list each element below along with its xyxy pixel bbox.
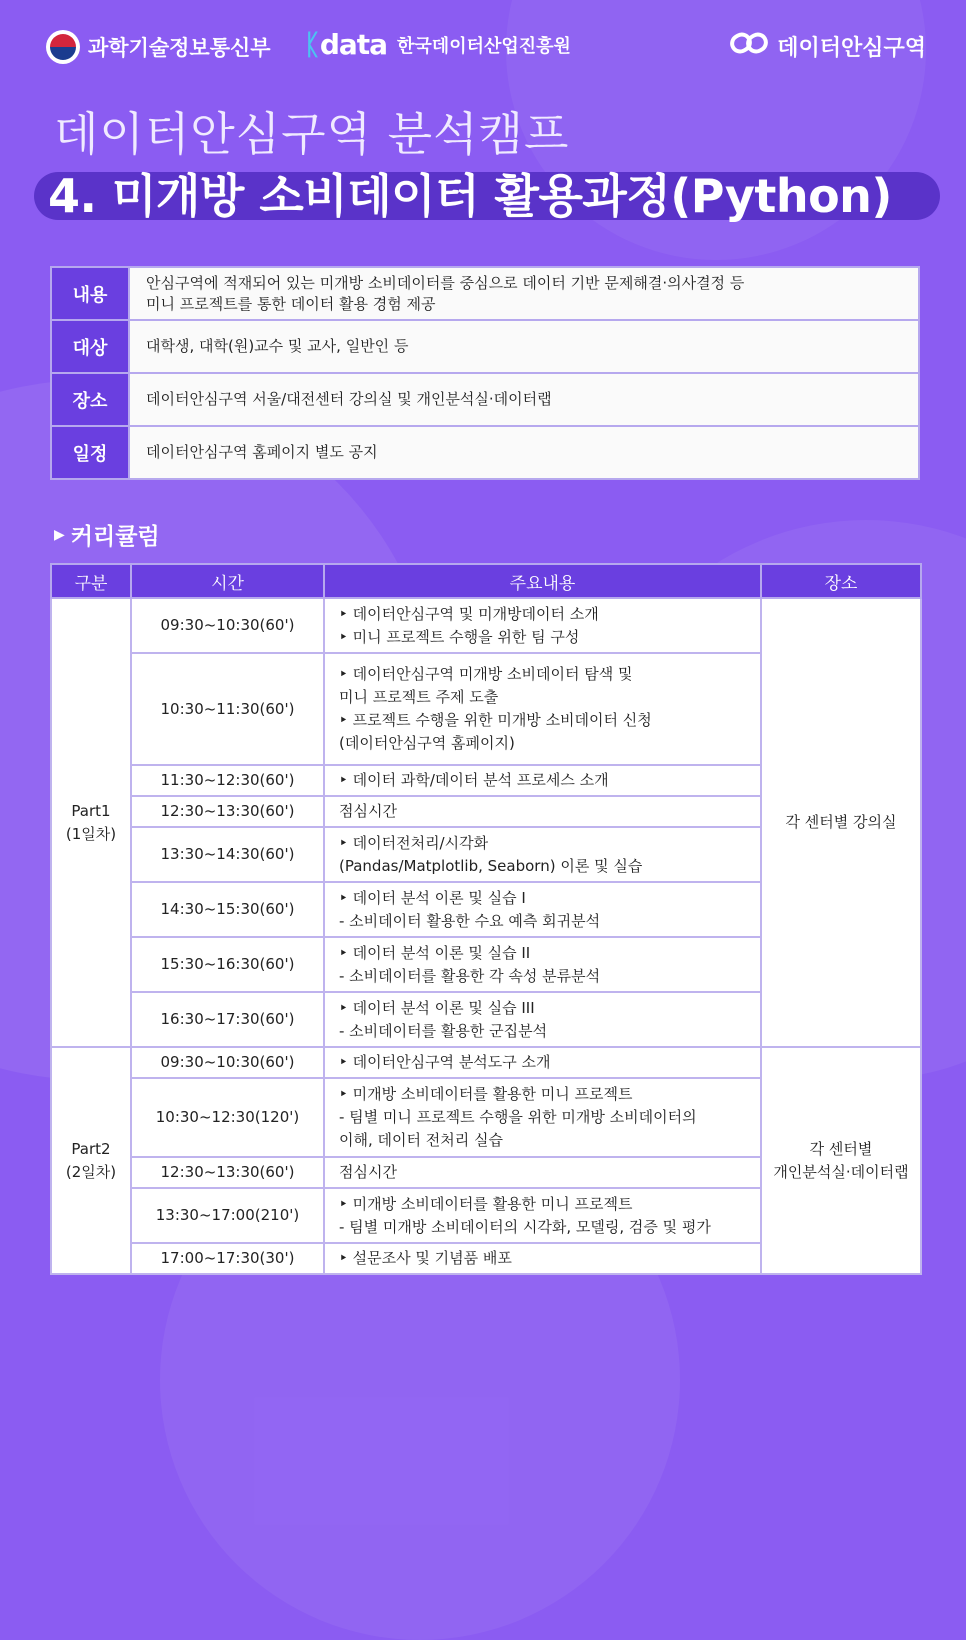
content-cell xyxy=(324,827,761,882)
text-line: ‣ 데이터 과학/데이터 분석 프로세스 소개 xyxy=(339,771,609,789)
time-cell: 11:30~12:30(60') xyxy=(131,765,324,796)
time-cell: 16:30~17:30(60') xyxy=(131,992,324,1047)
text-line: ‣ 데이터안심구역 미개방 소비데이터 탐색 및 xyxy=(339,665,633,683)
content-cell xyxy=(324,1243,761,1274)
text-line: 대학생, 대학(원)교수 및 교사, 일반인 등 xyxy=(146,337,409,355)
column-header: 구분 xyxy=(51,564,131,598)
table-header-row xyxy=(51,564,921,598)
text-line: - 팀별 미개방 소비데이터의 시각화, 모델링, 검증 및 평가 xyxy=(339,1217,711,1236)
part-label xyxy=(51,1047,131,1274)
column-header: 시간 xyxy=(131,564,324,598)
content-cell xyxy=(324,598,761,653)
text-line: (Pandas/Matplotlib, Seaborn) 이론 및 실습 xyxy=(339,856,643,875)
text-line: Part2 xyxy=(71,1139,111,1158)
content-cell xyxy=(324,937,761,992)
text-line: - 소비데이터 활용한 수요 예측 회귀분석 xyxy=(339,911,601,930)
time-cell: 09:30~10:30(60') xyxy=(131,598,324,653)
curriculum-table xyxy=(50,563,922,1275)
content-cell xyxy=(324,1047,761,1078)
kdata-logo xyxy=(304,28,571,61)
kdata-mark: ᛕdata xyxy=(304,28,388,61)
content-cell xyxy=(324,653,761,765)
triangle-right-icon: ▶ xyxy=(54,526,65,543)
text-line: (1일차) xyxy=(65,824,117,843)
text-line: 개인분석실·데이터랩 xyxy=(773,1162,909,1181)
info-row xyxy=(51,426,919,479)
column-header: 장소 xyxy=(761,564,921,598)
kdata-name: 한국데이터산업진흥원 xyxy=(397,35,571,57)
section-title: 커리큘럼 xyxy=(70,524,160,550)
info-value xyxy=(129,267,919,320)
page-subtitle: 4. 미개방 소비데이터 활용과정(Python) xyxy=(48,169,892,223)
time-cell: 09:30~10:30(60') xyxy=(131,1047,324,1078)
info-label: 대상 xyxy=(51,320,129,373)
content-cell xyxy=(324,1078,761,1157)
text-line: 안심구역에 적재되어 있는 미개방 소비데이터를 중심으로 데이터 기반 문제해결·의사결정 등 xyxy=(146,273,745,292)
text-line: ‣ 미개방 소비데이터를 활용한 미니 프로젝트 xyxy=(339,1194,633,1213)
text-line: ‣ 데이터 분석 이론 및 실습 I xyxy=(339,888,526,907)
content-cell xyxy=(324,882,761,937)
time-cell: 10:30~12:30(120') xyxy=(131,1078,324,1157)
time-cell: 14:30~15:30(60') xyxy=(131,882,324,937)
time-cell: 15:30~16:30(60') xyxy=(131,937,324,992)
part-label xyxy=(51,598,131,1047)
content-cell xyxy=(324,796,761,827)
text-line: 미니 프로젝트 주제 도출 xyxy=(339,688,499,706)
text-line: 데이터안심구역 홈페이지 별도 공지 xyxy=(146,443,378,461)
page-title: 데이터안심구역 분석캠프 xyxy=(54,107,570,161)
text-line: 점심시간 xyxy=(339,1163,397,1181)
text-line: (2일차) xyxy=(65,1162,117,1181)
text-line: (데이터안심구역 홈페이지) xyxy=(339,734,515,752)
info-row xyxy=(51,320,919,373)
time-cell: 10:30~11:30(60') xyxy=(131,653,324,765)
content-cell xyxy=(324,1157,761,1188)
text-line: ‣ 설문조사 및 기념품 배포 xyxy=(339,1249,512,1267)
info-value xyxy=(129,320,919,373)
info-row xyxy=(51,267,919,320)
ministry-name: 과학기술정보통신부 xyxy=(88,36,271,60)
text-line: ‣ 미니 프로젝트 수행을 위한 팀 구성 xyxy=(339,627,580,646)
time-cell: 13:30~17:00(210') xyxy=(131,1188,324,1243)
content-cell xyxy=(324,765,761,796)
info-value xyxy=(129,426,919,479)
text-line: Part1 xyxy=(71,801,111,820)
chain-link-icon xyxy=(729,30,769,62)
k-mark-icon: ᛕ xyxy=(304,28,320,61)
text-line: ‣ 데이터안심구역 및 미개방데이터 소개 xyxy=(339,604,599,623)
header xyxy=(0,0,966,100)
info-label: 내용 xyxy=(51,267,129,320)
data-safe-zone-logo xyxy=(729,30,926,62)
time-cell: 12:30~13:30(60') xyxy=(131,796,324,827)
info-table xyxy=(50,266,920,480)
time-cell: 12:30~13:30(60') xyxy=(131,1157,324,1188)
text-line: 각 센터별 강의실 xyxy=(785,813,897,831)
info-value xyxy=(129,373,919,426)
text-line: ‣ 데이터 분석 이론 및 실습 III xyxy=(339,998,535,1017)
table-row xyxy=(51,1047,921,1078)
place-cell xyxy=(761,598,921,1047)
info-label: 일정 xyxy=(51,426,129,479)
text-line: 미니 프로젝트를 통한 데이터 활용 경험 제공 xyxy=(146,294,436,313)
zone-name: 데이터안심구역 xyxy=(777,35,926,61)
section-heading xyxy=(54,518,160,551)
text-line: - 소비데이터를 활용한 군집분석 xyxy=(339,1021,548,1040)
text-line: 데이터안심구역 서울/대전센터 강의실 및 개인분석실·데이터랩 xyxy=(146,390,552,408)
text-line: ‣ 데이터전처리/시각화 xyxy=(339,833,489,852)
text-line: 이해, 데이터 전처리 실습 xyxy=(339,1131,503,1149)
content-cell xyxy=(324,1188,761,1243)
text-line: - 팀별 미니 프로젝트 수행을 위한 미개방 소비데이터의 xyxy=(339,1108,697,1126)
table-row xyxy=(51,598,921,653)
place-cell xyxy=(761,1047,921,1274)
time-cell: 13:30~14:30(60') xyxy=(131,827,324,882)
text-line: ‣ 데이터안심구역 분석도구 소개 xyxy=(339,1053,551,1071)
text-line: 각 센터별 xyxy=(809,1139,873,1158)
content-cell xyxy=(324,992,761,1047)
text-line: 점심시간 xyxy=(339,802,397,820)
info-row xyxy=(51,373,919,426)
text-line: - 소비데이터를 활용한 각 속성 분류분석 xyxy=(339,966,601,985)
column-header: 주요내용 xyxy=(324,564,761,598)
taegeuk-icon xyxy=(46,30,80,64)
text-line: ‣ 데이터 분석 이론 및 실습 II xyxy=(339,943,531,962)
ministry-logo xyxy=(46,30,271,64)
info-label: 장소 xyxy=(51,373,129,426)
text-line: ‣ 미개방 소비데이터를 활용한 미니 프로젝트 xyxy=(339,1085,633,1103)
time-cell: 17:00~17:30(30') xyxy=(131,1243,324,1274)
text-line: ‣ 프로젝트 수행을 위한 미개방 소비데이터 신청 xyxy=(339,711,652,729)
